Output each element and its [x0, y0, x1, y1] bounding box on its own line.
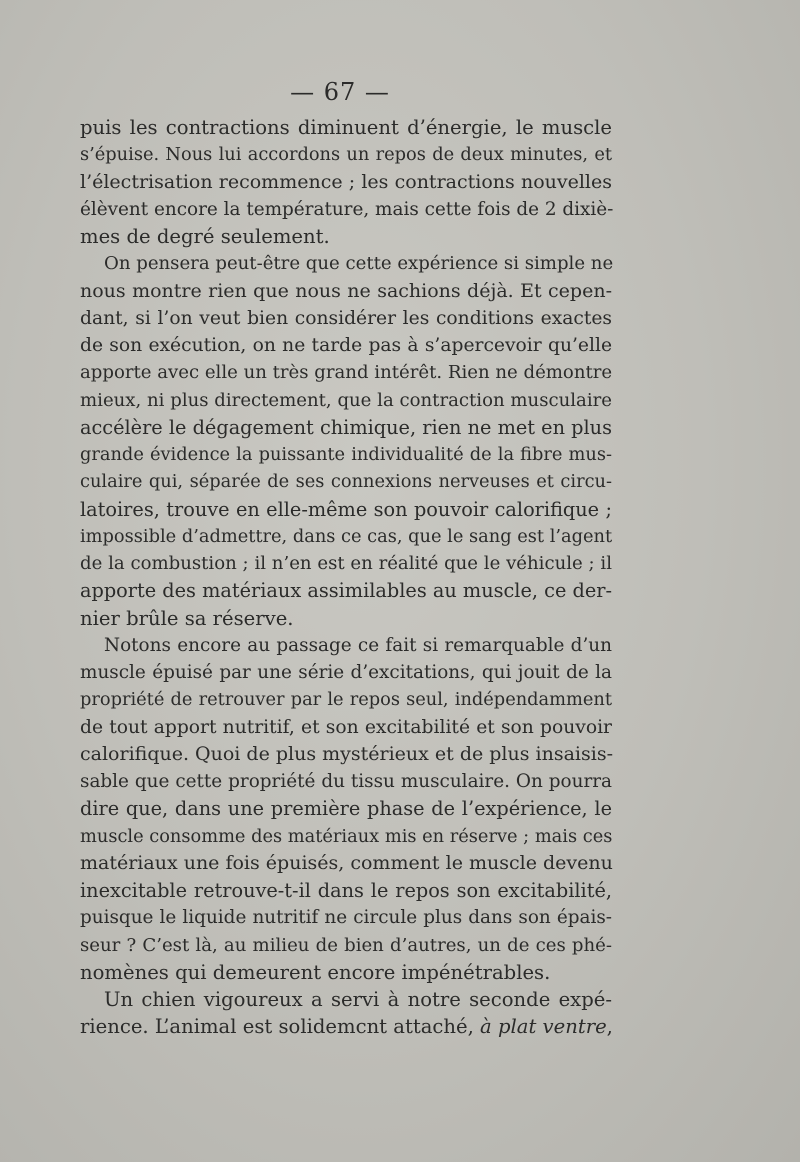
text-line: mieux, ni plus directement, que la contraction musculaire: [80, 389, 612, 411]
text-line: puisque le liquide nutritif ne circule plus dans son épais-: [80, 907, 612, 929]
body-text: [80, 114, 612, 1041]
text-line: nomènes qui demeurent encore impénétrables.: [80, 960, 551, 984]
text-line: de son exécution, on ne tarde pas à s’apercevoir qu’elle: [80, 335, 612, 356]
text-line: de tout apport nutritif, et son excitabilité et son pouvoir: [80, 716, 612, 738]
text-line: l’électrisation recommence ; les contractions nouvelles: [80, 170, 612, 193]
text-line: inexcitable retrouve-t-il dans le repos son excitabilité,: [80, 879, 612, 902]
text-line: Notons encore au passage ce fait si remarquable d’un: [104, 634, 612, 656]
text-line: muscle épuisé par une série d’excitations, qui jouit de la: [80, 662, 612, 683]
text-line: dant, si l’on veut bien considérer les conditions exactes: [80, 307, 612, 329]
text-line: Un chien vigoureux a servi à notre seconde expé-: [104, 988, 612, 1011]
text-line: culaire qui, séparée de ses connexions nerveuses et circu-: [80, 471, 612, 493]
text-line: grande évidence la puissante individualité de la fibre mus-: [80, 444, 612, 465]
text-line: impossible d’admettre, dans ce cas, que le sang est l’agent: [80, 525, 613, 547]
text-line: apporte des matériaux assimilables au muscle, ce der-: [80, 579, 612, 603]
text-line: s’épuise. Nous lui accordons un repos de deux minutes, et: [80, 144, 612, 166]
text-line-final: [80, 1013, 612, 1040]
text-line: puis les contractions diminuent d’énergie, le muscle: [80, 116, 612, 139]
text-line: apporte avec elle un très grand intérêt. Rien ne démontre: [80, 362, 613, 384]
italic-phrase: à plat ventre: [480, 1015, 607, 1039]
text-line: latoires, trouve en elle-même son pouvoir calorifique ;: [80, 497, 612, 521]
text-line: nous montre rien que nous ne sachions déjà. Et cepen-: [80, 279, 612, 302]
final-line-prefix: rience. L’animal est solidemcnt attaché,: [80, 1015, 481, 1039]
text-line: élèvent encore la température, mais cette fois de 2 dixiè-: [80, 198, 614, 220]
text-line: On pensera peut-être que cette expérience si simple ne: [104, 253, 614, 275]
text-line: matériaux une fois épuisés, comment le muscle devenu: [80, 851, 613, 874]
text-line: sable que cette propriété du tissu musculaire. On pourra: [80, 771, 612, 792]
text-line: de la combustion ; il n’en est en réalité que le véhicule ; il: [80, 553, 612, 574]
text-line: calorifique. Quoi de plus mystérieux et de plus insaisis-: [80, 742, 613, 765]
text-line: dire que, dans une première phase de l’expérience, le: [80, 797, 612, 821]
text-line: propriété de retrouver par le repos seul, indépendamment: [80, 689, 612, 711]
page-number: — 67 —: [290, 78, 390, 106]
final-line-suffix: ,: [606, 1015, 613, 1039]
text-line: accélère le dégagement chimique, rien ne met en plus: [80, 415, 612, 439]
text-line: mes de degré seulement.: [80, 225, 330, 248]
text-line: seur ? C’est là, au milieu de bien d’autres, un de ces phé-: [80, 934, 612, 956]
text-line: nier brûle sa réserve.: [80, 606, 294, 630]
text-line: muscle consomme des matériaux mis en réserve ; mais ces: [80, 825, 613, 847]
